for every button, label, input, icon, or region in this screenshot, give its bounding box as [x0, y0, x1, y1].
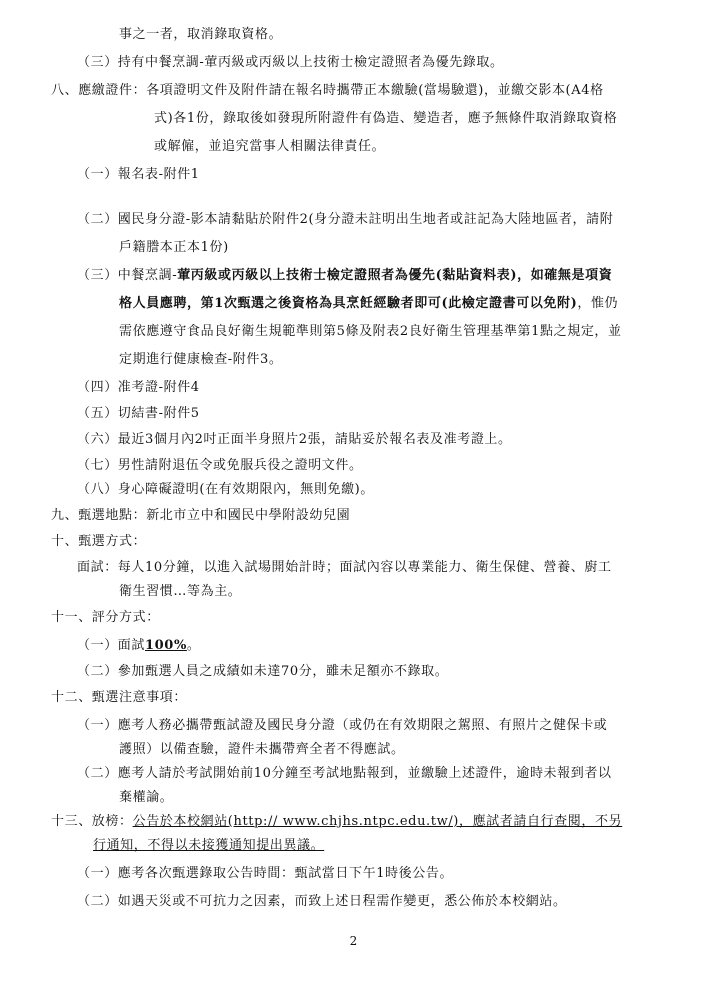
list-item: （二）參加甄選人員之成績如未達70分，雖未足額亦不錄取。	[77, 664, 449, 679]
section-heading-11: 十一、評分方式：	[51, 610, 160, 625]
list-item: （七）男性請附退伍令或免服兵役之證明文件。	[77, 458, 363, 473]
text-line	[119, 296, 618, 312]
text-line: 護照）以備查驗，證件未攜帶齊全者不得應試。	[119, 742, 405, 757]
text-line: 衛生習慣…等為主。	[119, 584, 242, 599]
page-number: 2	[349, 934, 358, 948]
text-segment: （一）面試	[77, 638, 146, 653]
bold-text: 葷丙級或丙級以上技術士檢定證照者為優先(黏貼資料表)，如確無是項資	[177, 268, 613, 283]
text-line: 定期進行健康檢查-附件3。	[119, 352, 283, 367]
list-item	[77, 268, 612, 284]
text-line: （三）持有中餐烹調-葷丙級或丙級以上技術士檢定證照者為優先錄取。	[77, 55, 504, 70]
list-item: （六）最近3個月內2吋正面半身照片2張，請貼妥於報名表及准考證上。	[77, 432, 512, 447]
section-heading-12: 十二、甄選注意事項：	[51, 690, 188, 705]
text-line: 或解僱，並追究當事人相關法律責任。	[154, 139, 386, 154]
section-heading-13	[51, 814, 622, 830]
text-segment: 。	[186, 638, 201, 653]
list-item: （一）報名表-附件1	[77, 167, 200, 182]
bold-underlined-text: 100%	[145, 638, 187, 653]
list-item: （一）應考人務必攜帶甄試證及國民身分證（或仍在有效期限之駕照、有照片之健保卡或	[77, 718, 608, 733]
list-item	[77, 638, 201, 654]
section-heading-9: 九、甄選地點：新北市立中和國民中學附設幼兒園	[51, 508, 351, 523]
text-line: 式)各1份，錄取後如發現所附證件有偽造、變造者，應予無條件取消錄取資格	[154, 111, 618, 126]
list-item: （五）切結書-附件5	[77, 406, 200, 421]
text-segment: （三）中餐烹調-	[77, 268, 178, 283]
underlined-text-line: 行通知，不得以未接獲通知提出異議。	[93, 838, 325, 853]
text-segment: 十三、放榜：	[51, 814, 133, 829]
text-line: 需依應遵守食品良好衛生規範準則第5條及附表2良好衛生管理基準第1點之規定，並	[119, 324, 622, 339]
text-line: 面試：每人10分鐘，以進入試場開始計時；面試內容以專業能力、衛生保健、營養、廚工	[77, 560, 612, 575]
text-line: 棄權論。	[119, 790, 174, 805]
text-segment: ，惟仍	[577, 296, 619, 311]
list-item: （二）國民身分證-影本請黏貼於附件2(身分證未註明出生地者或註記為大陸地區者，請附	[77, 212, 614, 227]
section-heading-10: 十、甄選方式：	[51, 534, 147, 549]
section-heading-8: 八、應繳證件：各項證明文件及附件請在報名時攜帶正本繳驗(當場驗還)，並繳交影本(A4格	[51, 83, 604, 98]
list-item: （一）應考各次甄選錄取公告時間：甄試當日下午1時後公告。	[77, 866, 454, 881]
list-item: （八）身心障礙證明(在有效期限內，無則免繳)。	[77, 482, 374, 497]
list-item: （二）如遇天災或不可抗力之因素，而致上述日程需作變更，悉公佈於本校網站。	[77, 894, 567, 909]
underlined-text: ，應試者請自行查閱，不另	[458, 814, 623, 829]
text-line: 戶籍謄本正本1份)	[119, 240, 229, 255]
list-item: （四）准考證-附件4	[77, 380, 200, 395]
text-line: 事之一者，取消錄取資格。	[119, 27, 283, 42]
website-link-text: 公告於本校網站(http:// www.chjhs.ntpc.edu.tw/)	[132, 814, 459, 829]
list-item: （二）應考人請於考試開始前10分鐘至考試地點報到，並繳驗上述證件，逾時未報到者以	[77, 766, 612, 781]
bold-text: 格人員應聘，第1次甄選之後資格為具烹飪經驗者即可(此檢定證書可以免附)	[119, 296, 578, 311]
